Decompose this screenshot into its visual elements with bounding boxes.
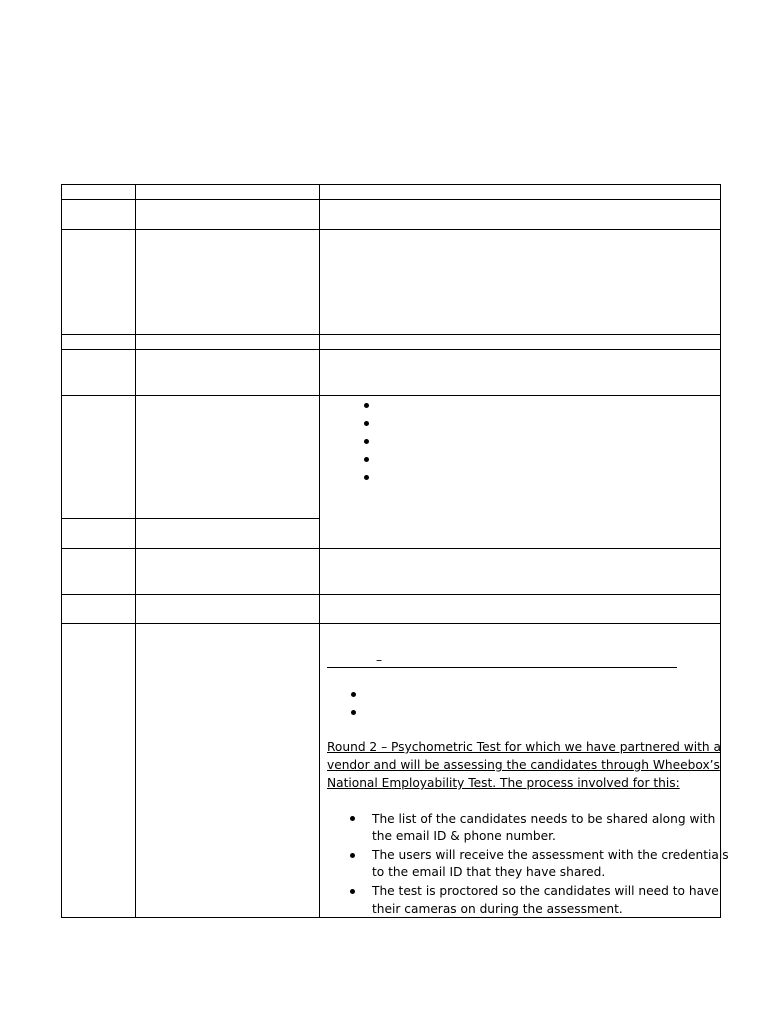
- list-bullet: [364, 457, 369, 462]
- list-item-line: The list of the candidates needs to be shared along with: [372, 812, 716, 826]
- heading-line: Round 2 – Psychometric Test for which we have partnered with a: [327, 740, 721, 754]
- list-item-line: to the email ID that they have shared.: [372, 865, 606, 879]
- dash-mark: –: [376, 653, 383, 667]
- list-bullet: [364, 421, 369, 426]
- heading-line: National Employability Test. The process involved for this:: [327, 776, 680, 790]
- list-bullet: [350, 853, 355, 858]
- list-item-line: The users will receive the assessment with the credentials: [372, 848, 729, 862]
- list-item-line: their cameras on during the assessment.: [372, 902, 623, 916]
- list-item-line: The test is proctored so the candidates will need to have: [372, 884, 719, 898]
- heading-line: vendor and will be assessing the candidates through Wheebox’s: [327, 758, 720, 772]
- list-item-line: the email ID & phone number.: [372, 829, 556, 843]
- list-bullet: [350, 816, 355, 821]
- list-bullet: [351, 710, 356, 715]
- list-bullet: [350, 889, 355, 894]
- list-bullet: [364, 403, 369, 408]
- list-bullet: [364, 439, 369, 444]
- heading-underline: [327, 667, 677, 668]
- list-bullet: [364, 475, 369, 480]
- list-bullet: [351, 692, 356, 697]
